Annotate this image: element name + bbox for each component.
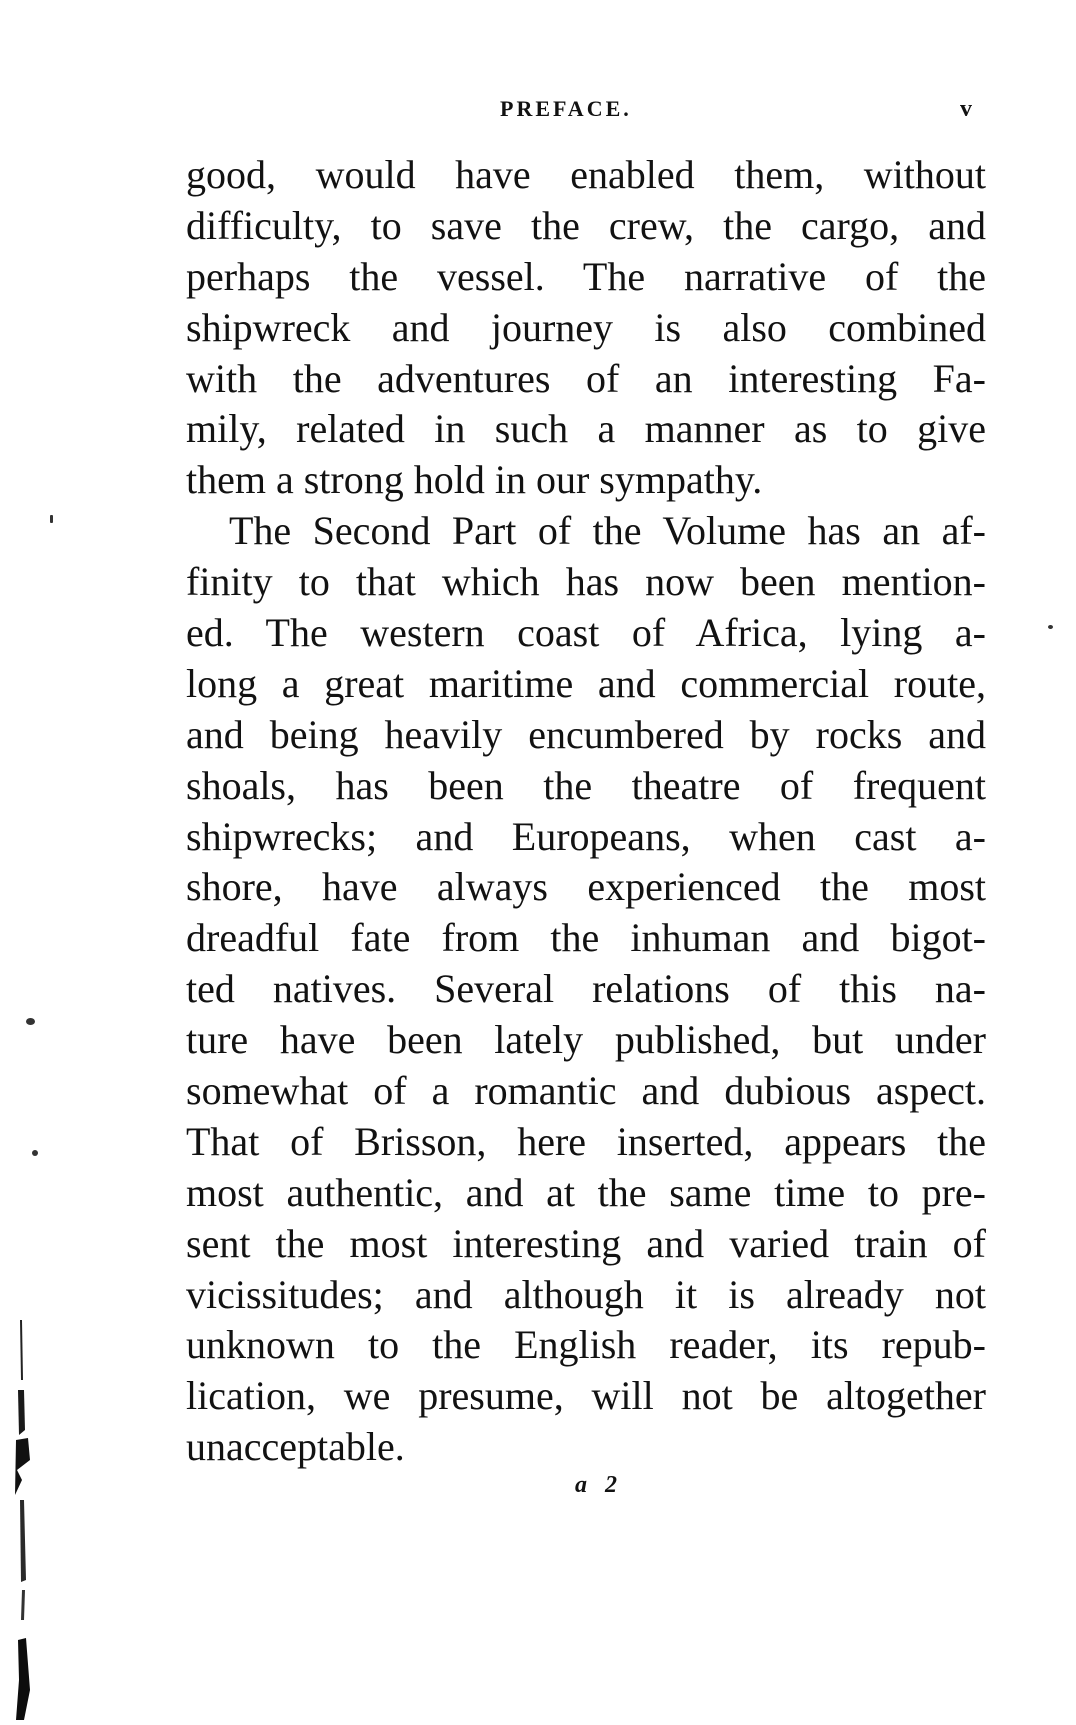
scan-speck (32, 1150, 38, 1156)
text-line: lication, we presume, will not be altogether (186, 1373, 986, 1419)
text-line: shipwreck and journey is also combined (186, 304, 986, 350)
text-line: ted natives. Several relations of this na- (186, 966, 986, 1012)
text-line: ture have been lately published, but under (186, 1017, 986, 1063)
preface-text (186, 150, 986, 1473)
scan-speck (1048, 625, 1053, 629)
text-line: mily, related in such a manner as to give (186, 406, 986, 452)
text-line: finity to that which has now been mention- (186, 559, 986, 605)
text-line: long a great maritime and commercial route, (186, 660, 986, 706)
text-line: perhaps the vessel. The narrative of the (186, 253, 986, 299)
text-line: That of Brisson, here inserted, appears the (186, 1118, 986, 1164)
text-line: somewhat of a romantic and dubious aspect. (186, 1068, 986, 1114)
scan-speck (50, 515, 53, 523)
paragraph-start-line: The Second Part of the Volume has an af- (229, 508, 986, 554)
text-line: unacceptable. (186, 1424, 405, 1470)
signature-mark: a 2 (575, 1472, 623, 1498)
text-line: sent the most interesting and varied train of (186, 1220, 986, 1266)
text-line: good, would have enabled them, without (186, 152, 986, 197)
text-line: ed. The western coast of Africa, lying a- (186, 610, 986, 656)
binding-edge-artifact (8, 1320, 34, 1720)
text-line: unknown to the English reader, its repub- (186, 1322, 986, 1368)
text-line: with the adventures of an interesting Fa- (186, 355, 986, 401)
text-line: and being heavily encumbered by rocks and (186, 711, 986, 757)
text-line: vicissitudes; and although it is already not (186, 1271, 986, 1317)
running-head: PREFACE. (500, 96, 632, 121)
text-line: shore, have always experienced the most (186, 864, 986, 910)
text-line: shoals, has been the theatre of frequent (186, 762, 986, 808)
text-line: shipwrecks; and Europeans, when cast a- (186, 813, 986, 859)
page-number: v (960, 96, 972, 122)
scan-speck (26, 1018, 35, 1025)
text-line: them a strong hold in our sympathy. (186, 457, 763, 503)
text-line: dreadful fate from the inhuman and bigot- (186, 915, 986, 961)
text-line: difficulty, to save the crew, the cargo, and (186, 202, 986, 248)
text-line: most authentic, and at the same time to pre- (186, 1169, 986, 1215)
